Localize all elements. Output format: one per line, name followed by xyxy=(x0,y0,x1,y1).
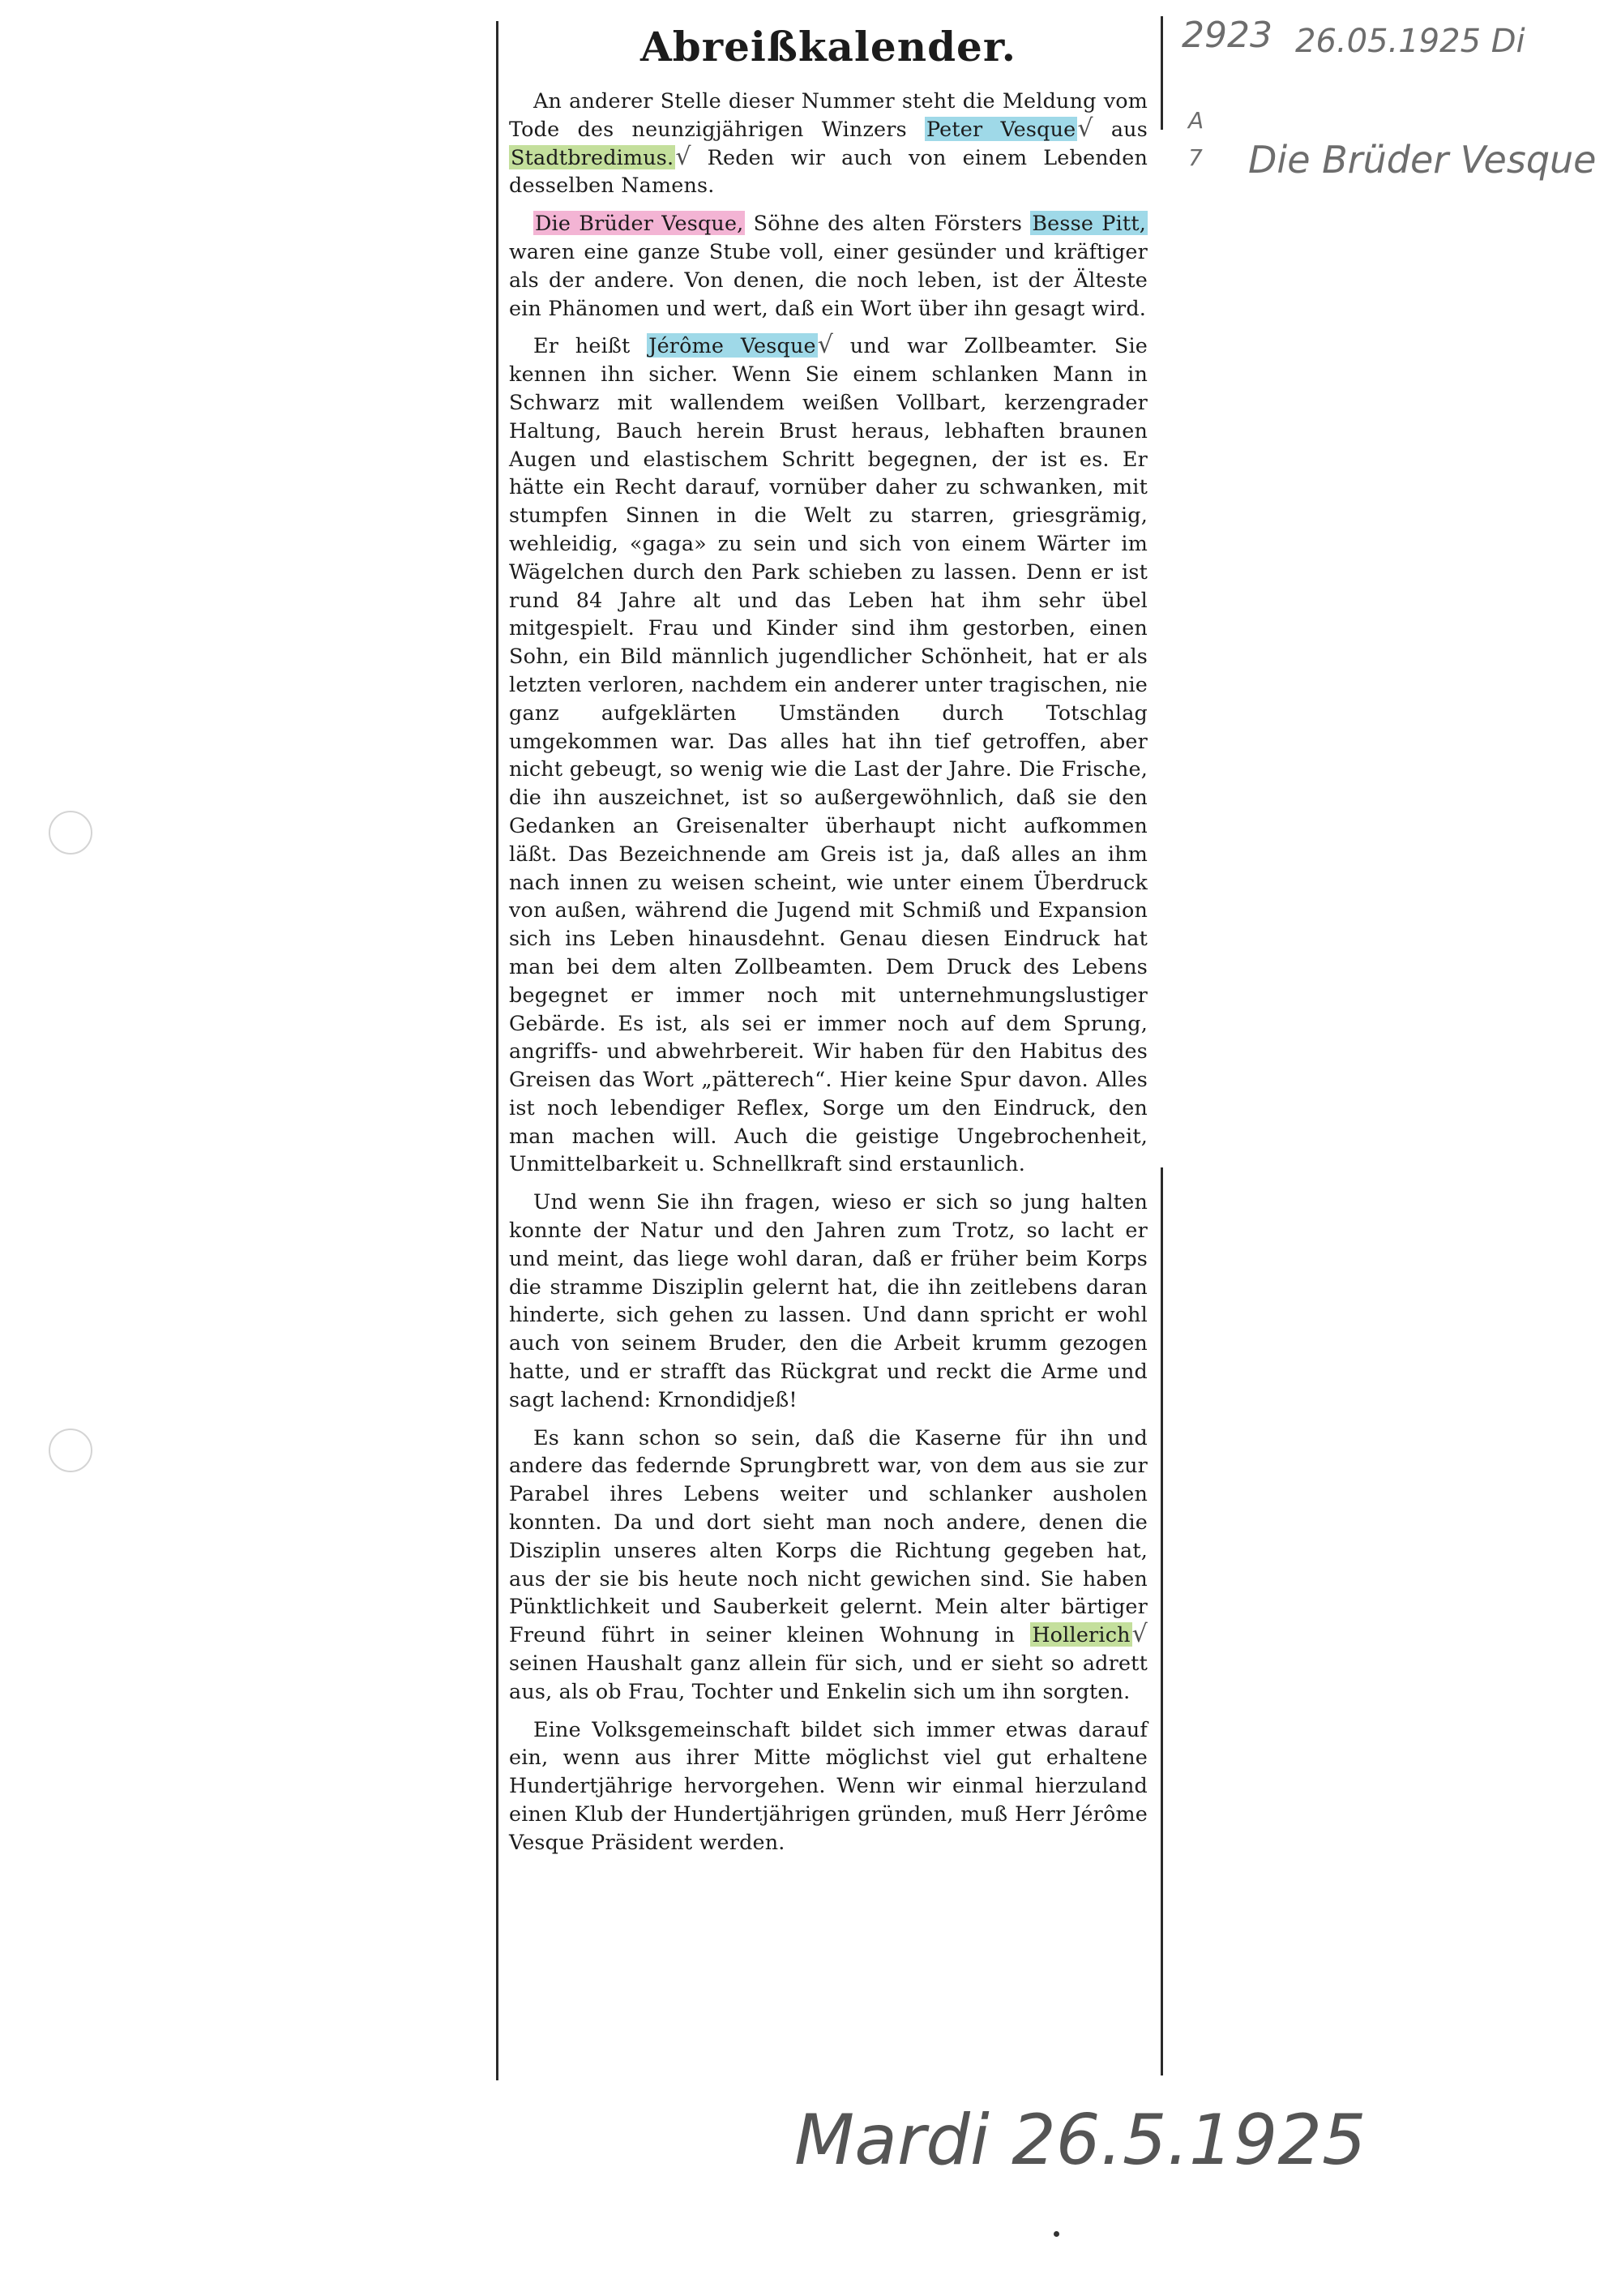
highlight-stadtbredimus: Stadtbredimus. xyxy=(511,144,674,169)
margin-mark-a: A xyxy=(1188,107,1204,134)
check-mark: √ xyxy=(1131,1620,1148,1649)
left-column-rule xyxy=(496,21,498,2080)
punch-hole-top xyxy=(49,811,92,855)
paragraph-3: Er heißt Jérôme Vesque√ und war Zollbeamter. Sie kennen ihn sicher. Wenn Sie einem schlanken Mann in Schwarz mit wallendem weißen Vollbart, kerzengrader Haltung, Bauch herein Brust heraus, lebhaften braunen Augen und elastischem Schritt begegnen, der ist es. Er hätte ein Recht darauf, vornüber daher zu schwanken, mit stumpfen Sinnen in die Welt zu starren, griesgrämig, wehleidig, «gaga» zu sein und sich von einem Wärter im Wägelchen durch den Park schieben zu lassen. Denn er ist rund 84 Jahre alt und das Leben hat ihm sehr übel mitgespielt. Frau und Kinder sind ihm gestorben, einen Sohn, ein Bild männlich jugendlicher Schönheit, hat er als letzten verloren, nachdem ein anderer unter tragischen, nie ganz aufgeklärten Umständen durch Totschlag umgekommen war. Das alles hat ihn tief getroffen, aber nicht gebeugt, so wenig wie die Last der Jahre. Die Frische, die ihn auszeichnet, ist so außergewöhnlich, daß sie den Gedanken an Greisenalter überhaupt nicht aufkommen läßt. Das Bezeichnende am Greis ist ja, daß alles an ihm nach innen zu weisen scheint, wie unter einem Überdruck von außen, während die Jugend mit Schmiß und Expansion sich ins Leben hinausdehnt. Genau diesen Eindruck hat man bei dem alten Zollbeamten. Dem Druck des Lebens begegnet er immer noch mit unternehmungslustiger Gebärde. Es ist, als sei er immer noch auf dem Sprung, angriffs- und abwehrbereit. Wir haben für den Habitus des Greisen das Wort „pätterech“. Hier keine Spur davon. Alles ist noch lebendiger Reflex, Sorge um den Eindruck, den man machen will. Auch die geistige Ungebrochenheit, Unmittelbarkeit u. Schnellkraft sind erstaunlich. xyxy=(509,331,1148,1176)
ink-dot xyxy=(1054,2231,1059,2237)
highlight-brueder-vesque: Die Brüder Vesque, xyxy=(535,211,744,236)
right-column-rule-bottom xyxy=(1161,1167,1163,2075)
check-mark: √ xyxy=(675,142,691,171)
right-column-rule-top xyxy=(1161,16,1163,130)
newspaper-article xyxy=(509,24,1148,1866)
paragraph-1: An anderer Stelle dieser Nummer steht die Meldung vom Tode des neunzigjährigen Winzers Peter Vesque√ aus Stadtbredimus.√ Reden wir auch von einem Lebenden desselben Namens. xyxy=(509,88,1148,198)
highlight-peter-vesque: Peter Vesque xyxy=(926,116,1076,141)
archive-number: 2923 xyxy=(1182,15,1272,56)
punch-hole-bottom xyxy=(49,1429,92,1472)
highlight-besse-pitt: Besse Pitt, xyxy=(1032,211,1146,236)
paragraph-6: Eine Volksgemeinschaft bildet sich immer etwas darauf ein, wenn aus ihrer Mitte möglichst viel gut erhaltene Hundertjährige hervorgehen. Wenn wir einmal hierzuland einen Klub der Hundertjährigen gründen, muß Herr Jérôme Vesque Präsident werden. xyxy=(509,1716,1148,1854)
paragraph-5: Es kann schon so sein, daß die Kaserne für ihn und andere das federnde Sprungbrett war, von dem aus sie zur Parabel ihres Lebens weiter und schlanker ausholen konnten. Da und dort sieht man noch andere, denen die Disziplin unseres alten Korps die Richtung gegeben hat, aus der sie bis heute noch nicht gewichen sind. Sie haben Pünktlichkeit und Sauberkeit gelernt. Mein alter bärtiger Freund führt in seiner kleinen Wohnung in Hollerich√ seinen Haushalt ganz allein für sich, und er sieht so adrett aus, als ob Frau, Tochter und Enkelin sich um ihn sorgten. xyxy=(509,1424,1148,1703)
margin-mark-7: 7 xyxy=(1188,144,1203,171)
handwritten-date: Mardi 26.5.1925 xyxy=(794,2100,1367,2181)
check-mark: √ xyxy=(1077,114,1093,143)
highlight-hollerich: Hollerich xyxy=(1032,1622,1131,1647)
topic-note: Die Brüder Vesque xyxy=(1248,138,1597,182)
article-title: Abreißkalender. xyxy=(639,23,1017,71)
archive-date: 26.05.1925 Di xyxy=(1295,23,1525,60)
check-mark: √ xyxy=(817,331,834,360)
highlight-jerome-vesque: Jérôme Vesque xyxy=(648,333,816,358)
paragraph-4: Und wenn Sie ihn fragen, wieso er sich so jung halten konnte der Natur und den Jahren zum Trotz, so lacht er und meint, das liege wohl daran, daß er früher beim Korps die stramme Disziplin gelernt hat, die ihn zeitlebens daran hinderte, sich gehen zu lassen. Und dann spricht er wohl auch von seinem Bruder, den die Arbeit krumm gezogen hatte, und er strafft das Rückgrat und reckt die Arme und sagt lachend: Krnondidjeß! xyxy=(509,1189,1148,1411)
paragraph-2: Die Brüder Vesque, Söhne des alten Försters Besse Pitt, waren eine ganze Stube voll, einer gesünder und kräftiger als der andere. Von denen, die noch leben, ist der Älteste ein Phänomen und wert, daß ein Wort über ihn gesagt wird. xyxy=(509,211,1148,320)
